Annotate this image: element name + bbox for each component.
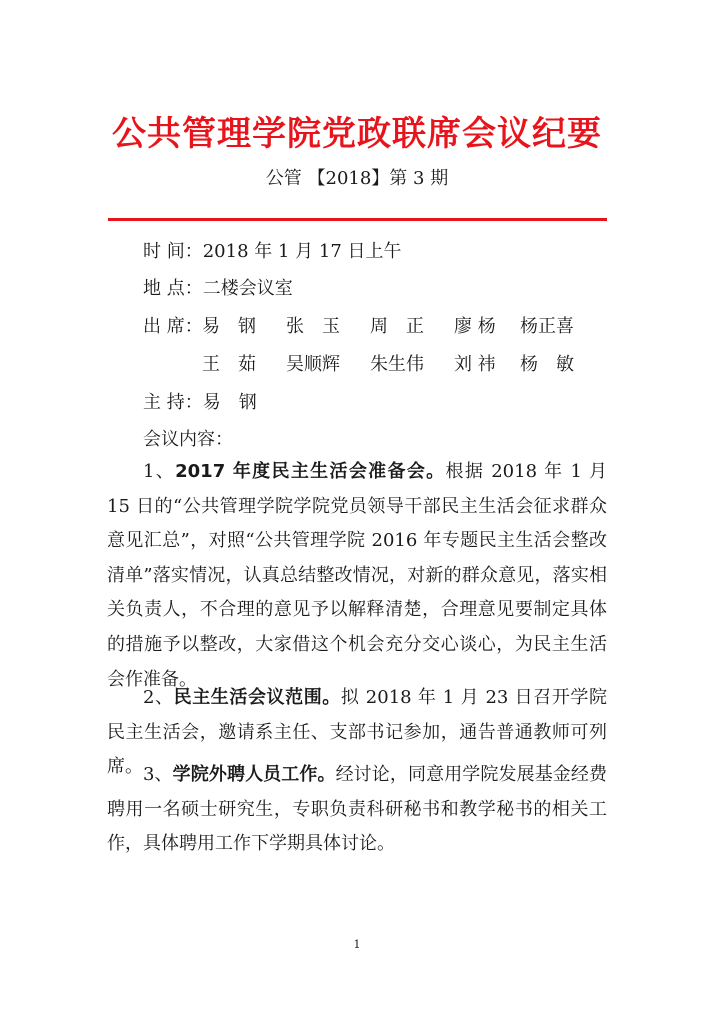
time-label: 时 间： [143, 241, 203, 262]
red-divider-line [108, 218, 607, 221]
attendee-name: 杨 敏 [520, 354, 574, 375]
attendee-name: 朱生伟 [370, 354, 424, 375]
agenda-item-body: 根据 2018 年 1 月 15 日的“公共管理学院学院党员领导干部民主生活会征求群众意见汇总”，对照“公共管理学院 2016 年专题民主生活会整改清单”落实情况，认真总结整改情况，对新的群众意见，落实相关负责人，不合理的意见予以解释清楚，合理意见要制定具体的措施予以整改，大家借这个机会充分交心谈心，为民主生活会作准备。 [107, 461, 607, 690]
attendee-name: 杨正喜 [520, 316, 574, 337]
agenda-item-heading: 2017 年度民主生活会准备会。 [175, 461, 446, 482]
agenda-item-number: 3、 [143, 764, 173, 785]
attendee-name: 王 茹 [202, 354, 256, 375]
meeting-host-line [143, 391, 257, 415]
agenda-item-heading: 民主生活会议范围。 [173, 687, 341, 708]
attendee-name: 张 玉 [286, 316, 340, 337]
agenda-item-heading: 学院外聘人员工作。 [172, 764, 336, 785]
attendee-name: 廖 杨 [454, 316, 496, 337]
agenda-item-body: 经讨论，同意用学院发展基金经费聘用一名硕士研究生，专职负责科研秘书和教学秘书的相关工作，具体聘用工作下学期具体讨论。 [107, 764, 608, 855]
place-value: 二楼会议室 [202, 278, 293, 299]
agenda-item-number: 1、 [143, 461, 176, 482]
attendees-label: 出 席： [143, 316, 203, 337]
attendee-name: 刘 祎 [454, 354, 496, 375]
attendee-name: 吴顺辉 [286, 354, 340, 375]
meeting-content-label: 会议内容： [143, 429, 233, 450]
meeting-place-line [143, 277, 293, 301]
agenda-item-1 [107, 455, 607, 697]
attendee-name: 周 正 [370, 316, 424, 337]
document-title: 公共管理学院党政联席会议纪要 [112, 114, 602, 154]
place-label: 地 点： [143, 278, 203, 299]
time-value: 2018 年 1 月 17 日上午 [202, 241, 402, 262]
agenda-item-body: 拟 2018 年 1 月 23 日召开学院民主生活会，邀请系主任、支部书记参加，通告普通教师可列席。 [107, 687, 608, 778]
host-label: 主 持： [143, 392, 203, 413]
document-issue-number: 公管 【2018】第 3 期 [265, 168, 449, 189]
page-number: 1 [353, 938, 361, 951]
agenda-item-number: 2、 [143, 687, 174, 708]
attendee-name: 易 钢 [202, 316, 256, 337]
agenda-item-3 [107, 758, 607, 862]
meeting-time-line [143, 240, 402, 264]
host-value: 易 钢 [202, 392, 257, 413]
